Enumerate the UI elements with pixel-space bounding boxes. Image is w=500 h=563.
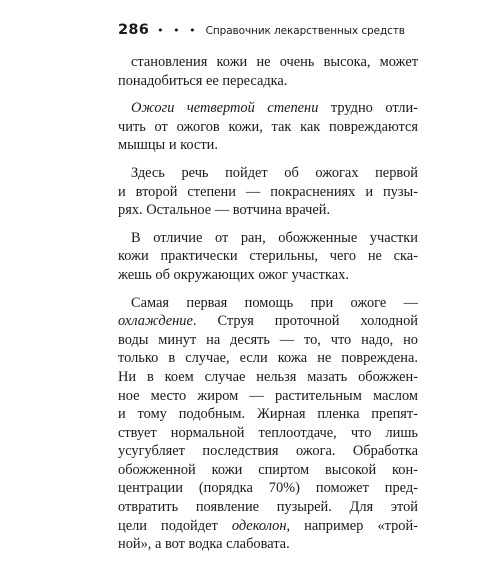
text-line: рях. Остальное — вотчина врачей. <box>118 202 331 219</box>
paragraph <box>118 294 418 554</box>
text-line: воды минут на десять — то, что надо, но <box>118 331 418 348</box>
text-line: усугубляет последствия ожога. Обработка <box>118 443 418 460</box>
text-line: и тому подобным. Жирная пленка препят- <box>118 406 418 423</box>
italic-term: Ожоги четвертой степени <box>131 100 319 117</box>
paragraph <box>118 53 418 90</box>
text-line: жешь об окружающих ожог участках. <box>118 266 349 283</box>
paragraph <box>118 99 418 155</box>
italic-term: одеколон <box>231 517 287 534</box>
text-line: кожи практически стерильны, чего не ска- <box>118 248 418 265</box>
text-line: мышцы и кости. <box>118 137 218 154</box>
text-line: и второй степени — покраснениях и пузы- <box>118 183 418 200</box>
paragraph <box>118 164 418 220</box>
text-line: центрации (порядка 70%) поможет пред- <box>118 480 418 497</box>
text-line: Ожоги четвертой степени трудно отли- <box>131 100 418 117</box>
text-line: Здесь речь пойдет об ожогах первой <box>131 164 418 181</box>
text-line: отвратить появление пузырей. Для этой <box>118 499 418 516</box>
text-line: становления кожи не очень высока, может <box>131 54 418 70</box>
running-head-dots: • • • <box>157 24 199 37</box>
italic-term: охлаждение <box>118 313 193 330</box>
text-line: чить от ожогов кожи, так как повреждаются <box>118 118 418 135</box>
text-line: обожженной кожи спиртом высокой кон- <box>118 461 418 478</box>
text-line: цели подойдет одеколон, например «трой- <box>118 517 418 534</box>
text-line: только в случае, если кожа не повреждена. <box>118 350 418 367</box>
text-line: Ни в коем случае нельзя мазать обожжен- <box>118 368 418 385</box>
running-head <box>118 22 418 44</box>
text-line: охлаждение. Струя проточной холодной <box>118 313 418 330</box>
text-line: понадобиться ее пересадка. <box>118 72 288 89</box>
text-line: ной», а вот водка слабовата. <box>118 536 290 553</box>
running-head-title: Справочник лекарственных средств <box>205 25 405 37</box>
body-text <box>118 53 418 554</box>
text-line: ствует нормальной теплоотдаче, что лишь <box>118 424 418 441</box>
book-page <box>118 22 418 563</box>
text-line: Самая первая помощь при ожоге — <box>131 294 418 311</box>
text-line: В отличие от ран, обожженные участки <box>131 229 418 246</box>
text-line: ное место жиром — растительным маслом <box>118 387 418 404</box>
page-number: 286 <box>118 22 150 38</box>
paragraph <box>118 229 418 285</box>
